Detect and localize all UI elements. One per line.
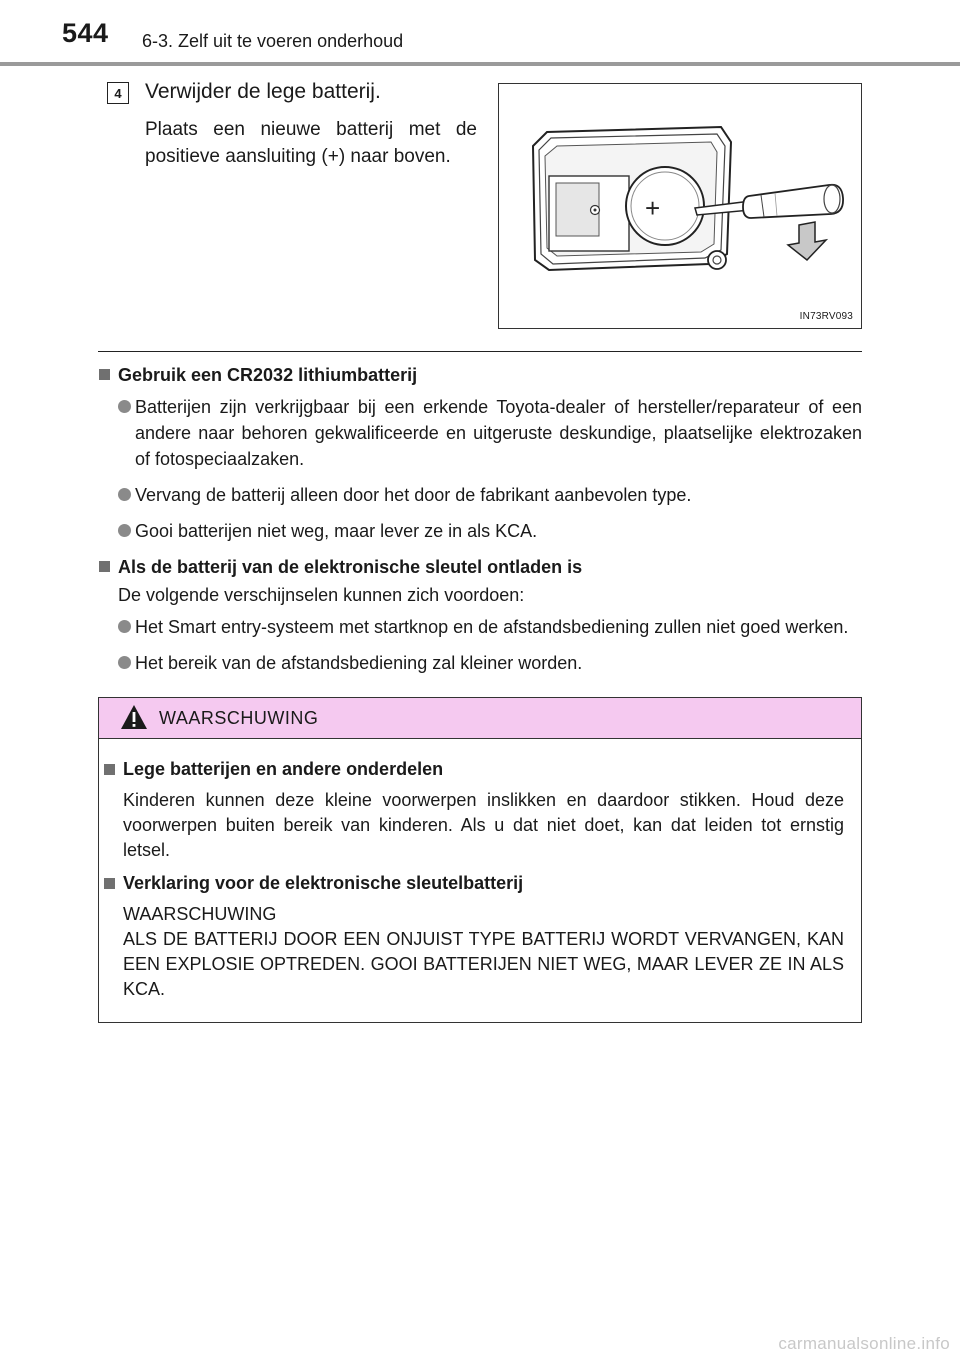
list-item-text: Gooi batterijen niet weg, maar lever ze in als KCA. xyxy=(135,521,538,541)
warning-item-text: ALS DE BATTERIJ DOOR EEN ONJUIST TYPE BATTERIJ WORDT VERVANGEN, KAN EEN EXPLOSIE OPTREDEN. GOOI BATTERIJEN NIET WEG, MAAR LEVER ZE IN ALS KCA. xyxy=(123,929,844,999)
circle-bullet-icon xyxy=(118,656,131,669)
warning-item-heading xyxy=(104,757,844,782)
list-item xyxy=(118,394,862,472)
step-title: Verwijder de lege batterij. xyxy=(145,80,381,103)
square-bullet-icon xyxy=(99,369,110,380)
warning-label: WAARSCHUWING xyxy=(159,708,319,728)
note-heading-battery-type xyxy=(98,362,862,388)
warning-box xyxy=(98,697,862,1023)
warning-item-heading-text: Verklaring voor de elektronische sleutelbatterij xyxy=(123,873,524,893)
figure-code: IN73RV093 xyxy=(799,311,853,322)
key-fob-battery-drawing xyxy=(499,84,863,330)
coin-battery xyxy=(626,167,704,245)
warning-item-text: Kinderen kunnen deze kleine voorwerpen inslikken en daardoor stikken. Houd deze voorwerpen buiten bereik van kinderen. Als u dat niet doet, kan dat leiden tot ernstig letsel. xyxy=(123,790,844,860)
square-bullet-icon xyxy=(99,561,110,572)
list-item xyxy=(118,614,862,640)
list-item xyxy=(118,518,862,544)
list-item xyxy=(118,482,862,508)
section-title: 6-3. Zelf uit te voeren onderhoud xyxy=(142,31,404,51)
positive-terminal-label: + xyxy=(645,193,661,223)
note-heading-discharged-battery xyxy=(98,554,862,580)
warning-item-heading-text: Lege batterijen en andere onderdelen xyxy=(123,759,444,779)
header-rule xyxy=(0,62,960,66)
warning-triangle-icon xyxy=(120,704,148,730)
warning-header xyxy=(99,698,861,739)
screwdriver-handle xyxy=(743,185,843,218)
section-divider xyxy=(98,351,862,352)
list-item xyxy=(118,650,862,676)
list-item-text: Batterijen zijn verkrijgbaar bij een erkende Toyota-dealer of hersteller/reparateur of een andere naar behoren gekwalificeerde en uitgeruste deskundige, plaatselijke elektrozaken of fotospeciaalzaken. xyxy=(135,397,862,469)
list-item-text: Vervang de batterij alleen door het door de fabrikant aanbevolen type. xyxy=(135,485,692,505)
watermark: carmanualsonline.info xyxy=(778,1334,950,1353)
step-number-badge: 4 xyxy=(107,82,129,104)
list-item-text: Het bereik van de afstandsbediening zal kleiner worden. xyxy=(135,653,583,673)
note-intro-text: De volgende verschijnselen kunnen zich voordoen: xyxy=(118,585,525,605)
circle-bullet-icon xyxy=(118,400,131,413)
circle-bullet-icon xyxy=(118,524,131,537)
note-heading-text: Als de batterij van de elektronische sleutel ontladen is xyxy=(118,557,583,577)
circle-bullet-icon xyxy=(118,620,131,633)
square-bullet-icon xyxy=(104,764,115,775)
battery-removal-illustration xyxy=(498,83,862,329)
square-bullet-icon xyxy=(104,878,115,889)
note-heading-text: Gebruik een CR2032 lithiumbatterij xyxy=(118,365,418,385)
push-down-arrow xyxy=(788,222,826,260)
notes-section xyxy=(98,362,862,676)
circle-bullet-icon xyxy=(118,488,131,501)
list-item-text: Het Smart entry-systeem met startknop en de afstandsbediening zullen niet goed werken. xyxy=(135,617,849,637)
warning-body xyxy=(99,739,861,1002)
warning-item-subtitle: WAARSCHUWING xyxy=(123,904,277,924)
page-number: 544 xyxy=(62,18,109,48)
warning-item-heading xyxy=(104,871,844,896)
step-body: Plaats een nieuwe batterij met de positieve aansluiting (+) naar boven. xyxy=(145,119,477,167)
